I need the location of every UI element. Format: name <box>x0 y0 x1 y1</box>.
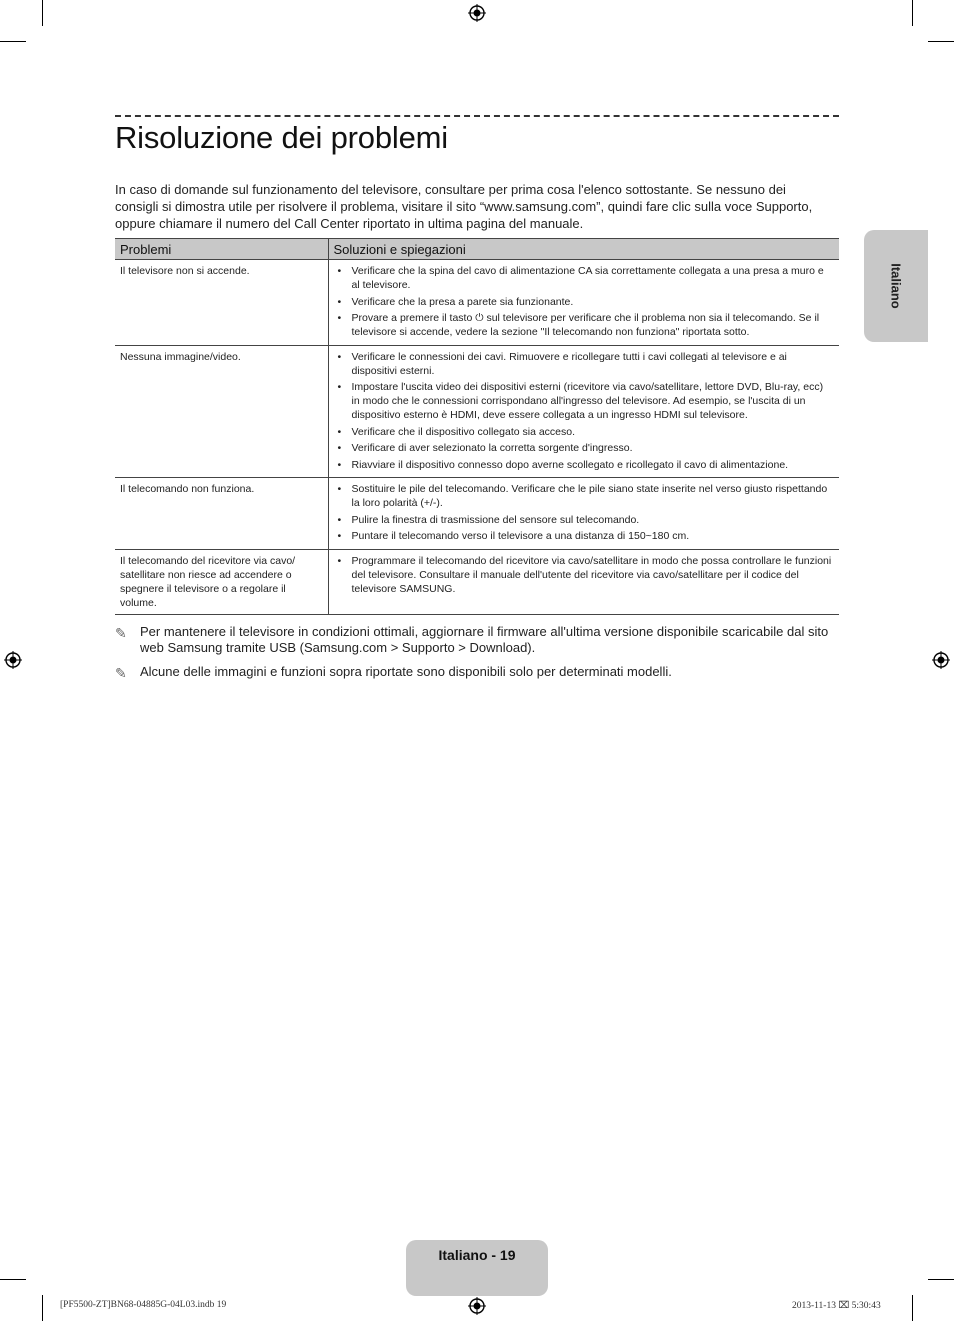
solutions-cell <box>328 478 839 550</box>
list-item: • Verificare che la spina del cavo di alimentazione CA sia correttamente collegata a una presa a muro e al televisore. <box>335 264 834 292</box>
table-row <box>115 345 839 478</box>
list-item: • Verificare che la presa a parete sia funzionante. <box>335 295 834 309</box>
list-item: • Provare a premere il tasto ⏻ sul televisore per verificare che il problema non sia il telecomando. Se il televisore si accende, vedere la sezione "Il telecomando non funziona" riportata sotto. <box>335 311 834 339</box>
problem-cell: Nessuna immagine/video. <box>115 345 328 478</box>
print-slug-file: [PF5500-ZT]BN68-04885G-04L03.indb 19 <box>60 1300 227 1310</box>
list-item: • Sostituire le pile del telecomando. Verificare che le pile siano state inserite nel verso giusto rispettando la loro polarità (+/-). <box>335 482 834 510</box>
solutions-cell <box>328 549 839 614</box>
list-item: • Riavviare il dispositivo connesso dopo averne scollegato e ricollegato il cavo di alimentazione. <box>335 458 834 472</box>
table-row <box>115 478 839 550</box>
registration-mark-icon <box>932 651 950 669</box>
registration-mark-icon <box>468 4 486 22</box>
note-item <box>115 624 835 656</box>
list-item: • Verificare di aver selezionato la corretta sorgente d'ingresso. <box>335 441 834 455</box>
notes-section <box>115 624 835 688</box>
list-item: • Verificare che il dispositivo collegato sia acceso. <box>335 425 834 439</box>
column-header-solutions: Soluzioni e spiegazioni <box>328 239 839 260</box>
crop-mark <box>0 41 26 42</box>
list-item: • Programmare il telecomando del ricevitore via cavo/satellitare in modo che possa controllare le funzioni del televisore. Consultare il manuale dell'utente del ricevitore via cavo/satellitare per il codice del televisore SAMSUNG. <box>335 554 834 596</box>
list-item: • Puntare il telecomando verso il televisore a una distanza di 150~180 cm. <box>335 529 834 543</box>
solutions-list <box>335 482 834 543</box>
column-header-problems: Problemi <box>115 239 328 260</box>
note-item <box>115 664 835 680</box>
intro-paragraph: In caso di domande sul funzionamento del televisore, consultare per prima cosa l'elenco sottostante. Se nessuno dei consigli si dimostra utile per risolvere il problema, visitare il sito “www.samsung.com”, quindi fare clic sulla voce Supporto, oppure chiamare il numero del Call Center riportato in ultima pagina del manuale. <box>115 182 813 231</box>
language-side-tab <box>864 230 928 342</box>
language-side-tab-label: Italiano <box>888 263 904 309</box>
solutions-cell <box>328 260 839 346</box>
problem-cell: Il televisore non si accende. <box>115 260 328 346</box>
page-number-label: Italiano - 19 <box>438 1247 516 1263</box>
crop-mark <box>42 0 43 26</box>
crop-mark <box>928 1279 954 1280</box>
crop-mark <box>912 0 913 26</box>
problem-cell: Il telecomando del ricevitore via cavo/ satellitare non riesce ad accendere o spegnere il televisore o a regolare il volume. <box>115 549 328 614</box>
list-item: • Impostare l'uscita video dei dispositivi esterni (ricevitore via cavo/satellitare, lettore DVD, Blu-ray, ecc) in modo che le connessioni corrispondano all'ingresso del televisore. Ad esempio, se l'uscita di un dispositivo esterno è HDMI, deve essere collegata a un ingresso HDMI sul televisore. <box>335 380 834 422</box>
crop-mark <box>0 1279 26 1280</box>
solutions-list <box>335 264 834 339</box>
title-divider <box>115 115 839 117</box>
troubleshooting-table <box>115 238 839 615</box>
note-text: Alcune delle immagini e funzioni sopra riportate sono disponibili solo per determinati modelli. <box>140 664 672 679</box>
page-title: Risoluzione dei problemi <box>115 120 448 155</box>
problem-cell: Il telecomando non funziona. <box>115 478 328 550</box>
registration-mark-icon <box>468 1297 486 1315</box>
solutions-list <box>335 350 834 472</box>
solutions-cell <box>328 345 839 478</box>
crop-mark <box>928 41 954 42</box>
pencil-note-icon: ✎ <box>115 625 127 641</box>
pencil-note-icon: ✎ <box>115 665 127 681</box>
crop-mark <box>42 1295 43 1321</box>
table-row <box>115 260 839 346</box>
list-item: • Pulire la finestra di trasmissione del sensore sul telecomando. <box>335 513 834 527</box>
list-item: • Verificare le connessioni dei cavi. Rimuovere e ricollegare tutti i cavi collegati al televisore e ai dispositivi esterni. <box>335 350 834 378</box>
table-row <box>115 549 839 614</box>
print-slug-timestamp: 2013-11-13 ⌧ 5:30:43 <box>792 1301 881 1311</box>
table-header-row <box>115 239 839 260</box>
crop-mark <box>912 1295 913 1321</box>
solutions-list <box>335 554 834 596</box>
note-text: Per mantenere il televisore in condizioni ottimali, aggiornare il firmware all'ultima versione disponibile scaricabile dal sito web Samsung tramite USB (Samsung.com > Supporto > Download). <box>140 624 829 655</box>
registration-mark-icon <box>4 651 22 669</box>
page-number-tab <box>406 1240 548 1296</box>
